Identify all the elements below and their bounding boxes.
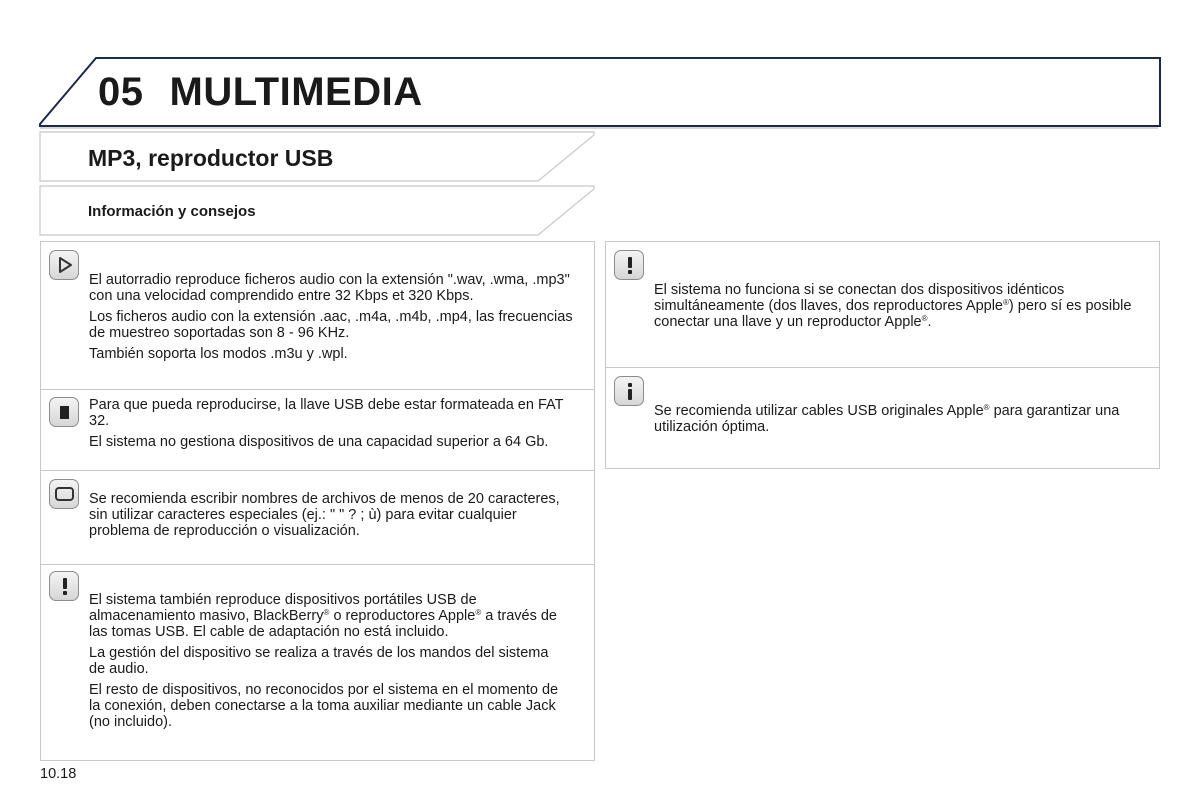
info-icon xyxy=(614,376,644,406)
divider xyxy=(41,470,594,471)
registered-mark: ® xyxy=(921,314,928,323)
note-file-names xyxy=(89,491,569,544)
subsection-title: Información y consejos xyxy=(88,203,256,220)
note-paragraph: El sistema también reproduce dispositivos portátiles USB de almacenamiento masivo, BlackBerry® o reproductores Apple® a través de las tomas USB. El cable de adaptación no está incluido. xyxy=(89,592,557,640)
page-number: 10.18 xyxy=(40,766,77,782)
note-paragraph: Para que pueda reproducirse, la llave USB debe estar formateada en FAT 32. xyxy=(89,397,564,429)
registered-mark: ® xyxy=(323,608,330,617)
divider xyxy=(606,367,1159,368)
note-paragraph: También soporta los modos .m3u y .wpl. xyxy=(89,346,348,362)
divider xyxy=(41,389,594,390)
divider xyxy=(41,564,594,565)
note-paragraph: Los ficheros audio con la extensión .aac, .m4a, .m4b, .mp4, las frecuencias de muestreo soportadas son 8 - 96 KHz. xyxy=(89,309,573,341)
chapter-name: MULTIMEDIA xyxy=(169,70,423,114)
note-paragraph: Se recomienda escribir nombres de archivos de menos de 20 caracteres, sin utilizar caracteres especiales (ej.: " " ? ; ù) para evitar cualquier problema de reproducción o visualización. xyxy=(89,491,560,539)
left-notes-box xyxy=(40,241,595,761)
note-paragraph: El autorradio reproduce ficheros audio con la extensión ".wav, .wma, .mp3" con una velocidad comprendido entre 32 Kbps et 320 Kbps. xyxy=(89,272,570,304)
right-notes-box xyxy=(605,241,1160,469)
note-paragraph: La gestión del dispositivo se realiza a través de los mandos del sistema de audio. xyxy=(89,645,549,677)
note-paragraph: El sistema no funciona si se conectan dos dispositivos idénticos simultáneamente (dos llaves, dos reproductores Apple®) pero sí es posible conectar una llave y un reproductor Apple®. xyxy=(654,282,1132,330)
note-portable-devices xyxy=(89,592,559,735)
stop-icon xyxy=(49,397,79,427)
note-original-cables xyxy=(654,403,1154,440)
note-paragraph: Se recomienda utilizar cables USB originales Apple® para garantizar una utilización óptima. xyxy=(654,403,1120,435)
rounded-rectangle-icon xyxy=(49,479,79,509)
chapter-title xyxy=(98,70,423,115)
section-title: MP3, reproductor USB xyxy=(88,145,334,171)
exclamation-icon xyxy=(614,250,644,280)
note-paragraph: El resto de dispositivos, no reconocidos por el sistema en el momento de la conexión, deben conectarse a la toma auxiliar mediante un cable Jack (no incluido). xyxy=(89,682,559,730)
play-icon xyxy=(49,250,79,280)
note-playback-formats xyxy=(89,272,584,367)
registered-mark: ® xyxy=(475,608,482,617)
exclamation-icon xyxy=(49,571,79,601)
chapter-number: 05 xyxy=(98,70,144,114)
note-usb-format xyxy=(89,397,569,455)
note-identical-devices xyxy=(654,282,1154,335)
registered-mark: ® xyxy=(1003,298,1009,307)
registered-mark: ® xyxy=(983,403,990,412)
note-paragraph: El sistema no gestiona dispositivos de una capacidad superior a 64 Gb. xyxy=(89,434,549,450)
